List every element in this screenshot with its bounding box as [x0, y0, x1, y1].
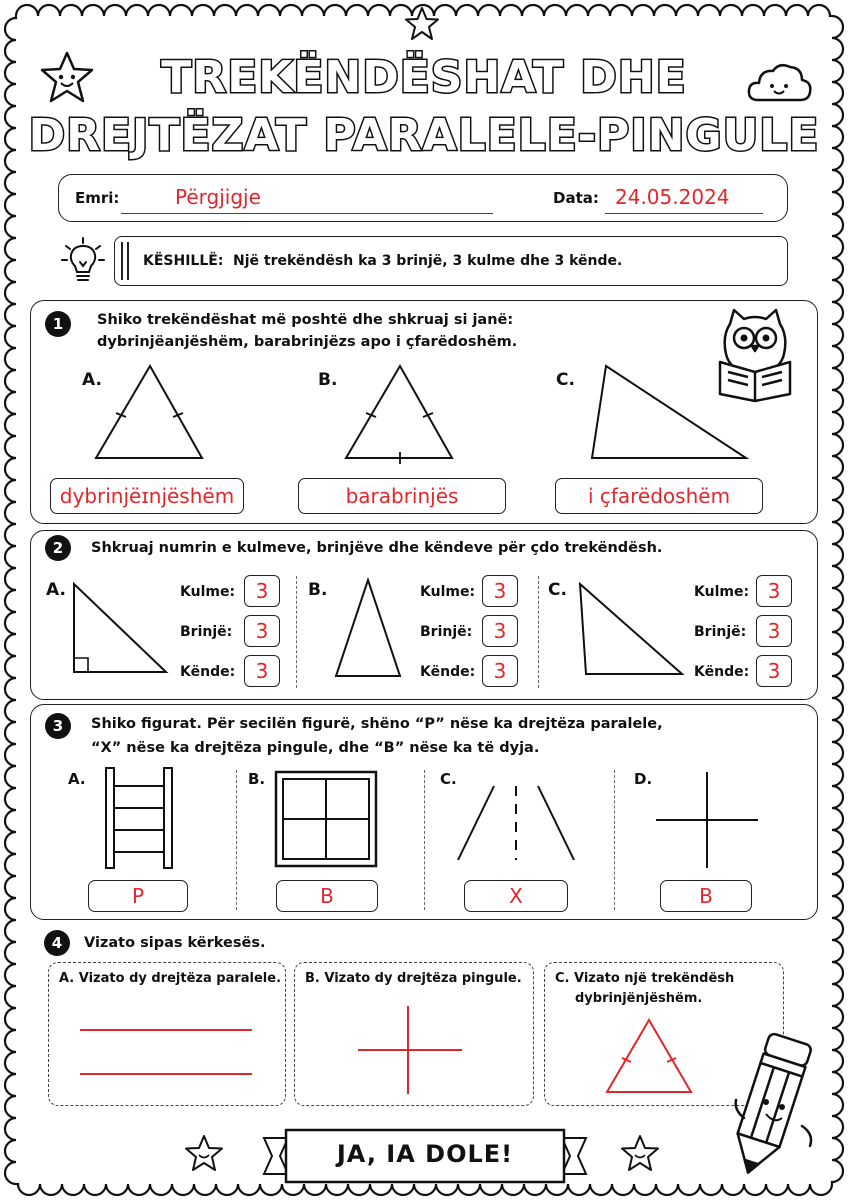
q2-b-kulme-input[interactable]: 3	[482, 575, 518, 607]
right-triangle-figure	[70, 580, 170, 676]
q3-letter-d: D.	[634, 770, 653, 788]
q3-answer-box-b[interactable]	[276, 880, 378, 912]
q2-a-kulme-label: Kulme:	[180, 584, 236, 600]
tip-box	[114, 236, 788, 286]
draw-box-a-text: A. Vizato dy drejtëza paralele.	[59, 971, 282, 986]
q1-letter-c: C.	[556, 370, 575, 390]
section-3-divider-1	[236, 770, 237, 910]
q2-c-kende-input[interactable]: 3	[756, 655, 792, 687]
q2-b-brinje-input[interactable]: 3	[482, 615, 518, 647]
q3-answer-c: X	[509, 884, 523, 908]
footer-star-right-icon	[620, 1134, 660, 1172]
q3-answer-box-a[interactable]	[88, 880, 188, 912]
page-title-line1: TREKËNDËSHAT DHE	[161, 52, 687, 103]
footer-banner-text: JA, IA DOLE!	[336, 1140, 514, 1168]
q2-letter-b: B.	[308, 580, 328, 600]
date-label: Data:	[553, 189, 599, 207]
pencil-mascot-icon	[722, 1030, 818, 1180]
q3-letter-c: C.	[440, 770, 457, 788]
q1-letter-b: B.	[318, 370, 338, 390]
q2-a-kulme-input[interactable]: 3	[244, 575, 280, 607]
scalene-triangle-figure	[586, 360, 754, 464]
lightbulb-icon	[60, 236, 106, 286]
date-value: 24.05.2024	[615, 185, 730, 209]
q2-b-kulme-label: Kulme:	[420, 584, 476, 600]
q2-b-kende-input[interactable]: 3	[482, 655, 518, 687]
name-field[interactable]	[121, 213, 493, 214]
section-2-divider-2	[538, 576, 539, 688]
q2-b-brinje-label: Brinjë:	[420, 624, 473, 640]
isosceles-triangle-figure	[90, 360, 210, 464]
q3-answer-b: B	[320, 884, 334, 908]
q2-c-brinje-label: Brinjë:	[694, 624, 747, 640]
tip-label: KËSHILLË:	[143, 253, 224, 269]
q3-answer-d: B	[699, 884, 713, 908]
q1-answer-box-c[interactable]	[555, 478, 763, 514]
section-3-divider-2	[424, 770, 425, 910]
name-date-box	[58, 174, 788, 222]
tip-text: Një trekëndësh ka 3 brinjë, 3 kulme dhe 3 kënde.	[233, 253, 623, 269]
obtuse-triangle-figure	[576, 580, 686, 680]
q3-answer-box-d[interactable]	[660, 880, 752, 912]
tall-triangle-figure	[332, 576, 404, 680]
q3-letter-b: B.	[248, 770, 266, 788]
date-field[interactable]	[605, 213, 763, 214]
footer-star-left-icon	[184, 1134, 224, 1172]
q2-b-kende-label: Kënde:	[420, 664, 476, 680]
section-1-text-line1: Shiko trekëndëshat më poshtë dhe shkruaj si janë:	[97, 312, 514, 328]
section-4-number: 4	[44, 930, 70, 956]
q2-a-kende-input[interactable]: 3	[244, 655, 280, 687]
q2-a-brinje-label: Brinjë:	[180, 624, 233, 640]
parallel-lines-drawing	[78, 1024, 254, 1080]
q1-answer-box-a[interactable]	[50, 478, 244, 514]
q2-c-kende-label: Kënde:	[694, 664, 750, 680]
star-icon	[404, 6, 440, 42]
road-figure	[454, 782, 580, 864]
perpendicular-lines-drawing	[356, 1004, 464, 1096]
page-title-line2: DREJTËZAT PARALELE-PINGULE	[28, 110, 820, 161]
section-2-text: Shkruaj numrin e kulmeve, brinjëve dhe këndeve për çdo trekëndësh.	[91, 540, 663, 556]
section-3-divider-3	[614, 770, 615, 910]
q1-answer-box-b[interactable]	[298, 478, 506, 514]
isosceles-triangle-drawing	[604, 1016, 694, 1096]
q3-answer-box-c[interactable]	[464, 880, 568, 912]
q1-answer-b: barabrinjës	[345, 484, 459, 508]
section-2-divider-1	[296, 576, 297, 688]
q2-c-kulme-label: Kulme:	[694, 584, 750, 600]
q2-a-kende-label: Kënde:	[180, 664, 236, 680]
window-figure	[274, 770, 378, 868]
q3-answer-a: P	[131, 884, 145, 908]
q1-letter-a: A.	[82, 370, 102, 390]
draw-box-b-text: B. Vizato dy drejtëza pingule.	[305, 971, 522, 986]
cross-figure	[654, 770, 760, 870]
q2-letter-a: A.	[46, 580, 66, 600]
section-2-number: 2	[45, 535, 71, 561]
section-1-number: 1	[45, 311, 71, 337]
q3-letter-a: A.	[68, 770, 86, 788]
name-label: Emri:	[75, 189, 120, 207]
q2-a-brinje-input[interactable]: 3	[244, 615, 280, 647]
section-3-text-line1: Shiko figurat. Për secilën figurë, shëno “P” nëse ka drejtëza paralele,	[91, 716, 663, 732]
q1-answer-a: dybrinjëɪnjëshëm	[59, 484, 235, 508]
q2-letter-c: C.	[548, 580, 567, 600]
q2-c-kulme-input[interactable]: 3	[756, 575, 792, 607]
section-3-number: 3	[45, 713, 71, 739]
section-3-text-line2: “X” nëse ka drejtëza pingule, dhe “B” nëse ka të dyja.	[91, 740, 540, 756]
ladder-figure	[104, 766, 174, 870]
draw-box-c-text-line2: dybrinjënjëshëm.	[575, 991, 703, 1006]
section-1-text-line2: dybrinjëanjëshëm, barabrinjëzs apo i çfarëdoshëm.	[97, 334, 518, 350]
q2-c-brinje-input[interactable]: 3	[756, 615, 792, 647]
name-value: Përgjigje	[175, 185, 261, 209]
equilateral-triangle-figure	[340, 360, 460, 466]
section-4-text: Vizato sipas kërkesës.	[84, 935, 266, 951]
draw-box-c-text-line1: C. Vizato një trekëndësh	[555, 971, 735, 986]
q1-answer-c: i çfarëdoshëm	[587, 484, 731, 508]
